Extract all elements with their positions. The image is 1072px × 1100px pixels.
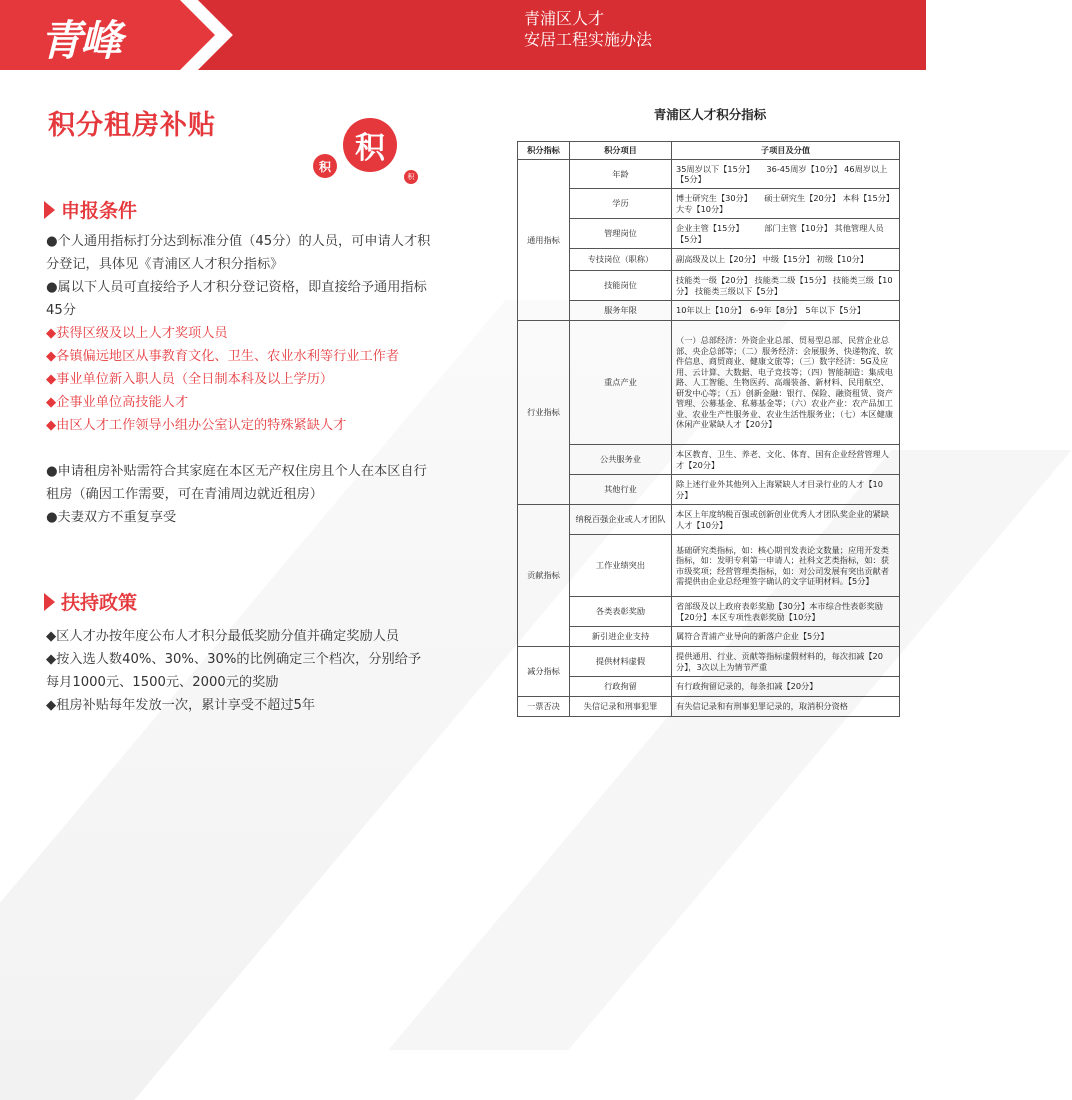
condition-p1: ●个人通用指标打分达到标准分值（45分）的人员，可申请人才积分登记，具体见《青浦区人才积分指标》 — [46, 234, 431, 272]
value-cell: 基础研究类指标，如：核心期刊发表论文数量；应用开发类指标，如：发明专利第一申请人；社科文艺类指标，如：获市级奖项；经营管理类指标，如：对公司发展有突出贡献者需提供由企业总经理签字确认的文字证明材料。【5分】 — [672, 535, 900, 597]
table-row — [518, 535, 900, 597]
item-cell: 学历 — [570, 189, 672, 219]
value-cell: 博士研究生【30分】 硕士研究生【20分】 本科【15分】 大专【10分】 — [672, 189, 900, 219]
table-row — [518, 627, 900, 647]
value-cell: （一）总部经济：外资企业总部、贸易型总部、民营企业总部、央企总部等；（二）服务经济：会展服务、快递物流、软件信息、商贸商业、健康文旅等；（三）数字经济：5G及应用、云计算、大数据、电子竞技等；（四）智能制造：集成电路、人工智能、生物医药、高端装备、新材料、民用航空、研发中心等；（五）创新金融：银行、保险、融资租赁、资产管理、公募基金、私募基金等；（六）农业产业：农产品加工业、农业生产性服务业、农业生活性服务业；（七）本区健康休闲产业紧缺人才【20分】 — [672, 321, 900, 445]
group-deduct: 减分指标 — [518, 647, 570, 697]
value-cell: 提供通用、行业、贡献等指标虚假材料的，每次扣减【20分】，3次以上为情节严重 — [672, 647, 900, 677]
item-cell: 提供材料虚假 — [570, 647, 672, 677]
item-cell: 管理岗位 — [570, 219, 672, 249]
item-cell: 年龄 — [570, 160, 672, 189]
logo: 青峰 — [40, 16, 121, 65]
value-cell: 属符合青浦产业导向的新落户企业【5分】 — [672, 627, 900, 647]
table-row — [518, 249, 900, 271]
value-cell: 除上述行业外其他列入上海紧缺人才目录行业的人才【10分】 — [672, 475, 900, 505]
table-row — [518, 160, 900, 189]
table-header: 积分项目 — [570, 142, 672, 160]
item-cell: 新引进企业支持 — [570, 627, 672, 647]
table-row — [518, 445, 900, 475]
arrow-right-icon — [44, 593, 55, 611]
ji-badge-small: 积 — [313, 154, 337, 178]
value-cell: 本区教育、卫生、养老、文化、体育、国有企业经营管理人才【20分】 — [672, 445, 900, 475]
chevron-decoration — [0, 0, 926, 70]
condition-item: ◆事业单位新入职人员（全日制本科及以上学历） — [46, 372, 334, 387]
value-cell: 10年以上【10分】 6-9年【8分】 5年以下【5分】 — [672, 301, 900, 321]
table-row — [518, 597, 900, 627]
table-row — [518, 647, 900, 677]
group-contrib: 贡献指标 — [518, 505, 570, 647]
points-table — [517, 141, 931, 717]
value-cell: 有行政拘留记录的，每条扣减【20分】 — [672, 677, 900, 697]
ji-badge-large: 积 — [343, 118, 397, 172]
item-cell: 失信记录和刑事犯罪 — [570, 697, 672, 717]
group-general: 通用指标 — [518, 160, 570, 321]
table-header: 积分指标 — [518, 142, 570, 160]
header-title: 青浦区人才 安居工程实施办法 — [524, 9, 653, 49]
value-cell: 企业主管【15分】 部门主管【10分】 其他管理人员【5分】 — [672, 219, 900, 249]
item-cell: 专技岗位（职称） — [570, 249, 672, 271]
item-cell: 各类表彰奖励 — [570, 597, 672, 627]
policy-p2: ◆按入选人数40%、30%、30%的比例确定三个档次，分别给予每月1000元、1500元、2000元的奖励 — [46, 652, 422, 690]
item-cell: 工作业绩突出 — [570, 535, 672, 597]
condition-item: ◆获得区级及以上人才奖项人员 — [46, 326, 228, 341]
value-cell: 副高级及以上【20分】 中级【15分】 初级【10分】 — [672, 249, 900, 271]
value-cell: 技能类一级【20分】 技能类二级【15分】 技能类三级【10分】 技能类三级以下【5分】 — [672, 271, 900, 301]
item-cell: 纳税百强企业或人才团队 — [570, 505, 672, 535]
table-title: 青浦区人才积分指标 — [653, 107, 767, 122]
item-cell: 公共服务业 — [570, 445, 672, 475]
table-row — [518, 677, 900, 697]
item-cell: 其他行业 — [570, 475, 672, 505]
policy-body — [46, 625, 432, 717]
value-cell: 省部级及以上政府表彰奖励【30分】本市综合性表彰奖励【20分】本区专项性表彰奖励【10分】 — [672, 597, 900, 627]
conditions-heading: 申报条件 — [44, 196, 137, 223]
item-cell: 重点产业 — [570, 321, 672, 445]
table-row — [518, 271, 900, 301]
policy-p3: ◆租房补贴每年发放一次，累计享受不超过5年 — [46, 698, 316, 713]
table-header-row — [518, 142, 900, 160]
header-banner — [0, 0, 926, 70]
conditions-body — [46, 230, 432, 529]
condition-item: ◆各镇偏远地区从事教育文化、卫生、农业水利等行业工作者 — [46, 349, 400, 364]
condition-p2: ●属以下人员可直接给予人才积分登记资格，即直接给予通用指标45分 — [46, 280, 427, 318]
policy-p1: ◆区人才办按年度公布人才积分最低奖励分值并确定奖励人员 — [46, 629, 400, 644]
ji-badge-tiny: 积 — [404, 170, 418, 184]
table-row — [518, 219, 900, 249]
group-veto: 一票否决 — [518, 697, 570, 717]
table-row — [518, 301, 900, 321]
policy-heading: 扶持政策 — [44, 588, 137, 615]
condition-p3: ●申请租房补贴需符合其家庭在本区无产权住房且个人在本区自行租房（确因工作需要，可在青浦周边就近租房） — [46, 464, 427, 502]
item-cell: 行政拘留 — [570, 677, 672, 697]
arrow-right-icon — [44, 201, 55, 219]
item-cell: 服务年限 — [570, 301, 672, 321]
value-cell: 有失信记录和有刑事犯罪记录的，取消积分资格 — [672, 697, 900, 717]
condition-item: ◆由区人才工作领导小组办公室认定的特殊紧缺人才 — [46, 418, 347, 433]
group-industry: 行业指标 — [518, 321, 570, 505]
table-row — [518, 321, 900, 445]
table-row — [518, 475, 900, 505]
table-row — [518, 189, 900, 219]
section-title: 积分租房补贴 — [48, 110, 216, 141]
value-cell: 35周岁以下【15分】 36-45周岁【10分】 46周岁以上【5分】 — [672, 160, 900, 189]
condition-item: ◆企事业单位高技能人才 — [46, 395, 189, 410]
item-cell: 技能岗位 — [570, 271, 672, 301]
condition-p4: ●夫妻双方不重复享受 — [46, 510, 177, 525]
value-cell: 本区上年度纳税百强或创新创业优秀人才团队奖企业的紧缺人才【10分】 — [672, 505, 900, 535]
table-row — [518, 697, 900, 717]
table-row — [518, 505, 900, 535]
table-header: 子项目及分值 — [672, 142, 900, 160]
